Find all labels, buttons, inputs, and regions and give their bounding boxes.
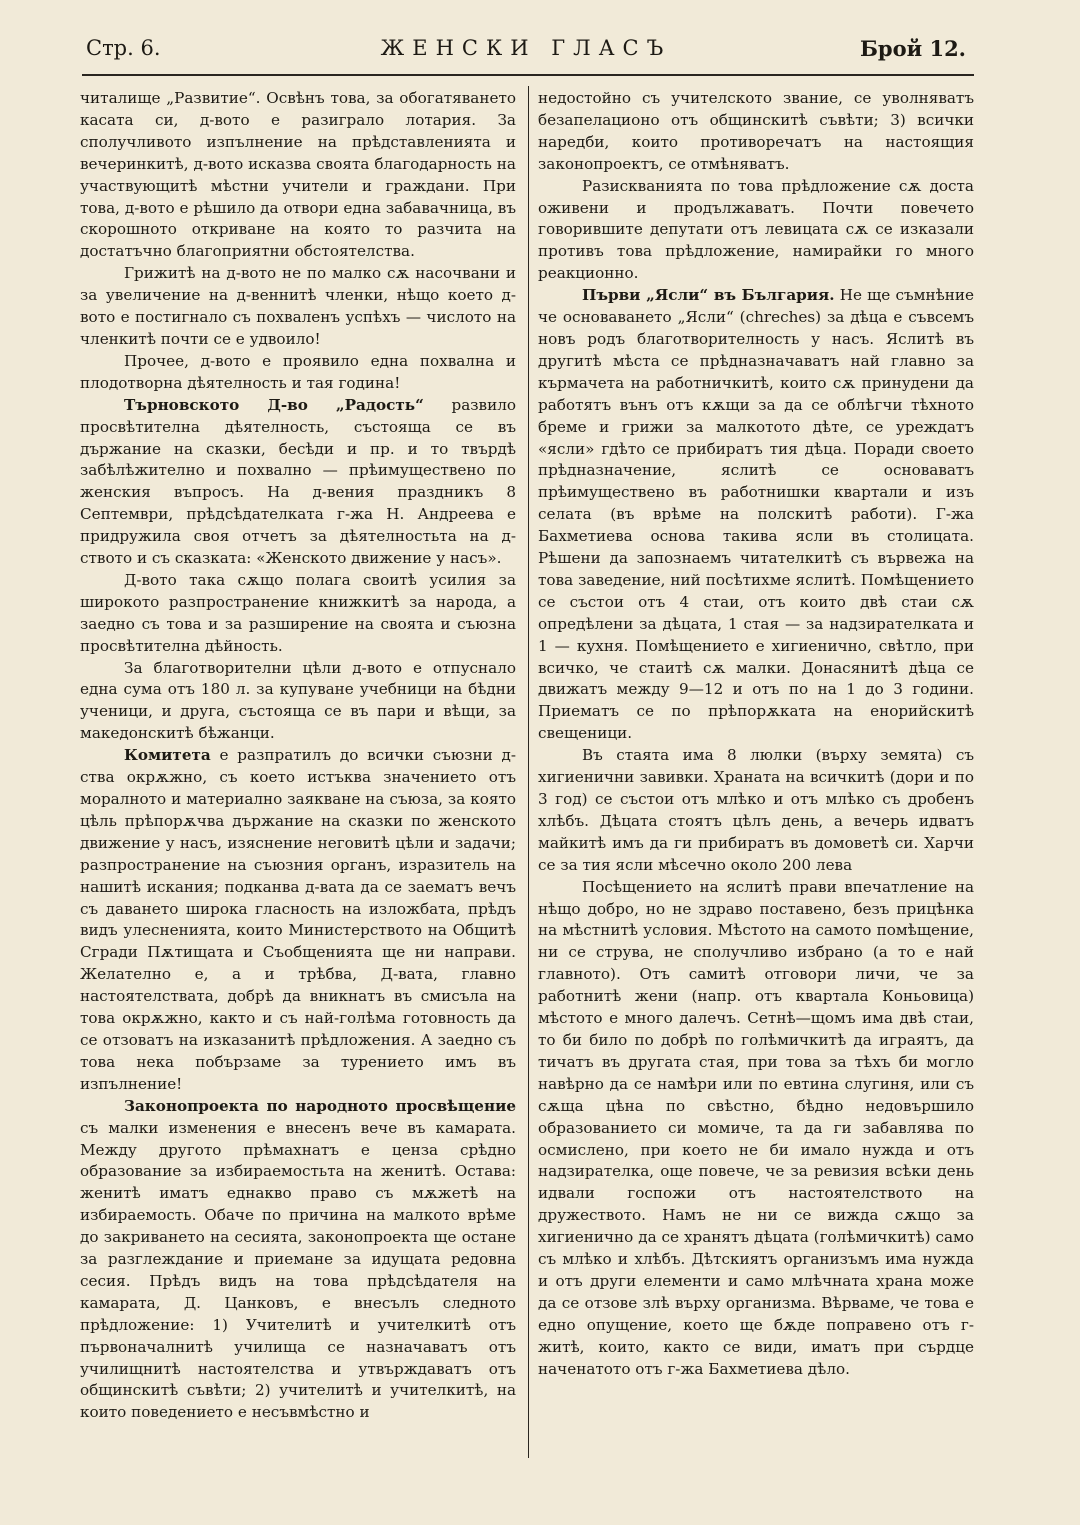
article-paragraph: Посѣщението на яслитѣ прави впечатление на нѣщо добро, но не здраво поставено, безъ прицѣнка на мѣстнитѣ условия. Мѣстото на самото помѣщение, ни се струва, не сполучливо избрано (а то е най главното). Отъ самитѣ отговори личи, че за работнитѣ жени (напр. отъ квартала Коньовица) мѣстото е много далечъ. Сетнѣ—щомъ има двѣ стаи, то би било по добрѣ по голѣмичкитѣ да играятъ, да тичатъ въ другата стая, при това за тѣхъ би могло навѣрно да се намѣри или по евтина слугиня, или съ сѫща цѣна по свѣстно, бѣдно недовършило образованието си момиче, та да ги забавлява по осмислено, при което не би имало нужда и отъ надзирателка, още повече, че за ревизия всѣки день идвали госпожи отъ настоятелството на дружеството. Намъ не ни се вижда сѫщо за хигиенично да се хранятъ дѣцата (голѣмичкитѣ) само съ млѣко и хлѣбъ. Дѣтскиятъ организъмъ има нужда и отъ други елементи и само млѣчната храна може да се отзове злѣ върху организма. Вѣрваме, че това е едно опущение, което ще бѫде поправено отъ г-житѣ, които, както се види, иматъ при сърдце наченатото отъ г-жа Бахметиева дѣло. [538,877,974,1378]
article-paragraph [80,745,516,1096]
article-paragraph [80,1096,516,1425]
paragraph-text: развило просвѣтителна дѣятелность, състояща се въ държание на сказки, бесѣди и пр. и то твърдѣ забѣлѣжително и похвално — прѣимуществено по женския въпросъ. На д-вения праздникъ 8 Септември, прѣдсѣдателката г-жа Н. Андреева е придружила своя отчетъ за дѣятелностьта на д-ството и съ сказката: «Женското движение у насъ». [80,395,516,568]
article-paragraph: Въ стаята има 8 люлки (върху земята) съ хигиенични завивки. Храната на всичкитѣ (дори и по 3 год) се състои отъ млѣко и отъ млѣко съ дробенъ хлѣбъ. Дѣцата стоятъ цѣлъ день, а вечерь идватъ майкитѣ имъ да ги прибиратъ въ домоветѣ си. Харчи се за тия ясли мѣсечно около 200 лева [538,746,974,874]
header-rule [82,74,974,76]
article-paragraph: недостойно съ учителското звание, се уволняватъ безапелационо отъ общинскитѣ съвѣти; 3) всички наредби, които противоречатъ на настоящия законопроектъ, се отмѣняватъ. [538,89,974,173]
column-divider [528,86,529,1458]
paragraph-text: съ малки изменения е внесенъ вече въ камарата. Между другото прѣмахнатъ е ценза срѣдно образование за избираемостьта на женитѣ. Остава: женитѣ иматъ еднакво право съ мѫжетѣ на избираемость. Обаче по причина на малкото врѣме до закриването на сесията, законопроекта ще остане за разглеждание и приемане за идущата редовна сесия. Прѣдъ видъ на това прѣдсѣдателя на камарата, Д. Цанковъ, е внесълъ следното прѣдложение: 1) Учителитѣ и учителкитѣ отъ първоначалнитѣ училища се назначаватъ отъ училищнитѣ настоятелства и утвърждаватъ отъ общинскитѣ съвѣти; 2) учителитѣ и учителкитѣ, на които поведението е несъвмѣстно и [80,1118,516,1422]
article-paragraph: За благотворителни цѣли д-вото е отпуснало една сума отъ 180 л. за купуване учебници на бѣдни ученици, и друга, състояща се въ пари и вѣщи, за македонскитѣ бѣжанци. [80,658,516,743]
right-column [538,88,974,1380]
article-paragraph: Прочее, д-вото е проявило една похвална и плодотворна дѣятелность и тая година! [80,351,516,392]
left-column [80,88,516,1424]
article-paragraph: читалище „Развитие“. Освѣнъ това, за обогатяването касата си, д-вото е разиграло лотария. За сполучливото изпълнение на прѣдставленията и вечеринкитѣ, д-вото исказва своята благодарность на участвующитѣ мѣстни учители и граждани. При това, д-вото е рѣшило да отвори една забавачница, въ скорошното откриване на която то разчита на достатъчно благоприятни обстоятелства. [80,89,516,261]
paragraph-lead: Законопроекта по народното просвѣщение [124,1096,516,1115]
article-paragraph: Разискванията по това прѣдложение сѫ доста оживени и продължаватъ. Почти повечето говорившите депутати отъ левицата сѫ се изказали противъ това прѣдложение, намирайки го много реакционно. [538,176,974,283]
paragraph-lead: Комитета [124,746,211,765]
paragraph-lead: Първи „Ясли“ въ България. [582,286,835,305]
article-paragraph: Грижитѣ на д-вото не по малко сѫ насочвани и за увеличение на д-веннитѣ членки, нѣщо което д-вото е постигнало съ похваленъ успѣхъ — числото на членкитѣ почти се е удвоило! [80,264,516,348]
page-number: Стр. 6. [86,36,161,60]
article-paragraph [538,285,974,745]
masthead-title: ЖЕНСКИ ГЛАСЪ [380,36,672,60]
paragraph-text: е разпратилъ до всички съюзни д-ства окрѫжно, съ което истъква значението отъ моралното и материално заякване на съюза, за която цѣль прѣпорѫчва държание на сказки по женското движение у насъ, изяснение неговитѣ цѣли и задачи; разпространение на съюзния органъ, изразитель на нашитѣ искания; подканва д-вата да се заематъ вечъ съ даването широка гласность на изложбата, прѣдъ видъ улесненията, които Министерството на Общитѣ Сгради Пѫтищата и Съобщенията ще ни направи. Желателно е, а и трѣбва, Д-вата, главно настоятелствата, добрѣ да вникнатъ въ смисъла на това окрѫжно, както и съ най-голѣма готовность да се отзоватъ на изказанитѣ прѣдложения. А заедно съ това нека побързаме за турението имъ въ изпълнение! [80,746,516,1093]
issue-number: Брой 12. [859,36,966,61]
article-paragraph [80,395,516,570]
page-header [86,30,966,70]
paragraph-lead: Търновското Д-во „Радость“ [124,395,424,414]
article-paragraph: Д-вото така сѫщо полага своитѣ усилия за широкото разпространение книжкитѣ за народа, а заедно съ това и за разширение на своята и съюзна просвѣтителна дѣйность. [80,570,516,655]
paragraph-text: Не ще съмнѣние че основаването „Ясли“ (chreches) за дѣца е съвсемъ новъ родъ благотворителность у насъ. Яслитѣ въ другитѣ мѣста се прѣдназначаватъ най главно за кърмачета на работничкитѣ, които сѫ принудени да работятъ вънъ отъ кѫщи за да се облѣгчи тѣхното бреме и грижи за малкотото дѣте, се уреждатъ «ясли» гдѣто се прибиратъ тия дѣца. Поради своето прѣдназначение, яслитѣ се основаватъ прѣимуществено въ работнишки квартали и изъ селата (въ врѣме на полскитѣ работи). Г-жа Бахметиева основа такива ясли въ столицата. Рѣшени да запознаемъ читателкитѣ съ вървежа на това заведение, ний посѣтихме яслитѣ. Помѣщението се състои отъ 4 стаи, отъ които двѣ стаи сѫ опредѣлени за дѣцата, 1 стая — за надзирателката и 1 — кухня. Помѣщението е хигиенично, свѣтло, при всичко, че стаитѣ сѫ малки. Донасянитѣ дѣца се движатъ между 9—12 и отъ по на 1 до 3 години. Приематъ се по прѣпорѫката на енорийскитѣ свещеници. [538,286,974,743]
